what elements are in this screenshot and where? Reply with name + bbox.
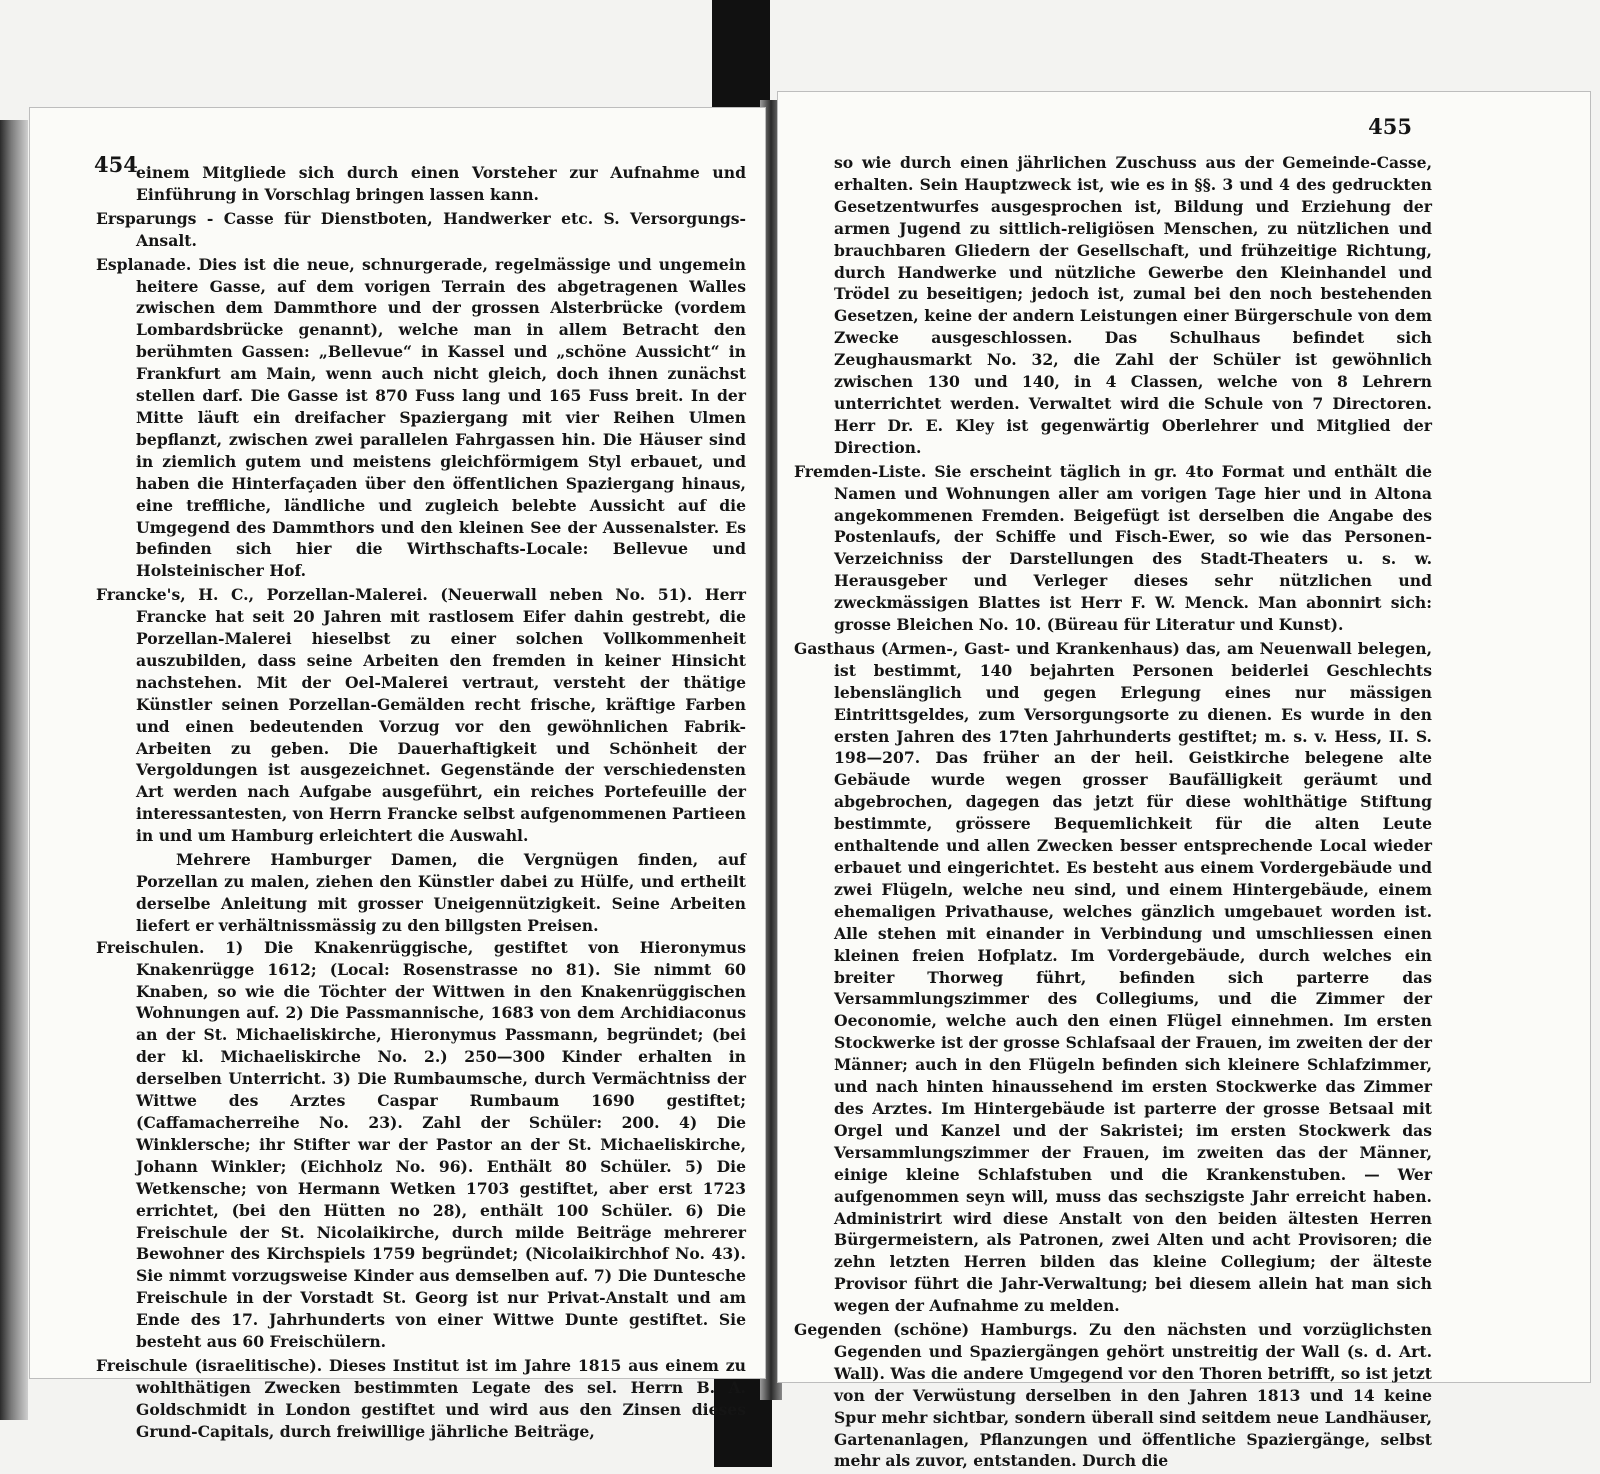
left-page	[30, 108, 765, 1441]
left-page-text	[96, 162, 746, 1445]
entry-ersparungs-casse: Ersparungs - Casse für Dienstboten, Handwerker etc. S. Versorgungs-Ansalt.	[96, 208, 746, 250]
entry-freischule-israelitische: Freischule (israelitische). Dieses Institut ist im Jahre 1815 aus einem zu wohlthätigen Zwecken bestimmten Legate des sel. Herrn B. A. Goldschmidt in London gestiftet und wird aus den Zinsen dieses Grund-Capitals, durch freiwillige jährliche Beiträge,	[96, 1355, 746, 1441]
entry-francke: Francke's, H. C., Porzellan-Malerei. (Neuerwall neben No. 51). Herr Francke hat seit 20 Jahren mit rastlosem Eifer dahin gestrebt, die Porzellan-Malerei hieselbst zu einer solchen Vollkommenheit auszubilden, dass seine Arbeiten den fremden in keiner Hinsicht nachstehen. Mit der Oel-Malerei vertraut, versteht der thätige Künstler seinen Porzellan-Gemälden recht frische, kräftige Farben und einen bedeutenden Vorzug vor den gewöhnlichen Fabrik-Arbeiten zu geben. Die Dauerhaftigkeit und Schönheit der Vergoldungen ist ausgezeichnet. Gegenstände der verschiedensten Art werden nach Aufgabe ausgeführt, ein reiches Portefeuille der interessantesten, von Herrn Francke selbst aufgenommenen Partieen in und um Hamburg erleichtert die Auswahl.	[96, 585, 746, 846]
entry-esplanade: Esplanade. Dies ist die neue, schnurgerade, regelmässige und ungemein heitere Gasse, auf dem vorigen Terrain des abgetragenen Walles zwischen dem Dammthore und der grossen Alsterbrücke (vordem Lombardsbrücke genannt), welche man in allem Betracht den berühmten Gassen: „Bellevue“ in Kassel und „schöne Aussicht“ in Frankfurt am Main, wenn auch nicht gleich, doch ihnen zunächst stellen darf. Die Gasse ist 870 Fuss lang und 165 Fuss breit. In der Mitte läuft ein dreifacher Spaziergang mit vier Reihen Ulmen bepflanzt, zwischen zwei parallelen Fahrgassen hin. Die Häuser sind in ziemlich gutem und meistens gleichförmigem Styl erbauet, und haben die Hinterfaçaden über den öffentlichen Spaziergang hinaus, eine treffliche, ländliche und zugleich belebte Aussicht auf die Umgegend des Dammthors und den kleinen See der Aussenalster. Es befinden sich hier die Wirthschafts-Locale: Bellevue und Holsteinischer Hof.	[96, 254, 746, 581]
entry-fremden-liste: Fremden-Liste. Sie erscheint täglich in gr. 4to Format und enthält die Namen und Wohnungen aller am vorigen Tage hier und in Altona angekommenen Fremden. Beigefügt ist derselben die Angabe des Postenlaufs, der Schiffe und Fisch-Ewer, so wie das Personen-Verzeichniss der Darstellungen des Stadt-Theaters u. s. w. Herausgeber und Verleger dieses sehr nützlichen und zweckmässigen Blattes ist Herr F. W. Menck. Man abonnirt sich: grosse Bleichen No. 10. (Büreau für Literatur und Kunst).	[794, 461, 1432, 635]
right-page	[778, 92, 1590, 1471]
right-page-text	[794, 152, 1432, 1474]
book-edge-left	[0, 120, 28, 1420]
text-block: einem Mitgliede sich durch einen Vorsteher zur Aufnahme und Einführung in Vorschlag bringen lassen kann.	[136, 163, 746, 204]
entry-gasthaus: Gasthaus (Armen-, Gast- und Krankenhaus) das, am Neuenwall belegen, ist bestimmt, 140 bejahrten Personen beiderlei Geschlechts lebenslänglich und gegen Erlegung eines nur mässigen Eintrittsgeldes, zum Versorgungsorte zu dienen. Es wurde in den ersten Jahren des 17ten Jahrhunderts gestiftet; m. s. v. Hess, II. S. 198—207. Das früher an der heil. Geistkirche belegene alte Gebäude wurde wegen grosser Baufälligkeit geräumt und abgebrochen, dagegen das jetzt für diese wohlthätige Stiftung bestimmte, grössere Bequemlichkeit für die alten Leute enthaltende und allen Zwecken besser entsprechende Local wieder erbauet und eingerichtet. Es besteht aus einem Vordergebäude und zwei Flügeln, welche neu sind, und einem Hintergebäude, einem ehemaligen Privathause, welches gänzlich umgebauet worden ist. Alle stehen mit einander in Verbindung und umschliessen einen kleinen freien Hofplatz. Im Vordergebäude, durch welches ein breiter Thorweg führt, befinden sich parterre das Versammlungszimmer des Collegiums, und die Zimmer der Oeconomie, welche auch den einen Flügel einnehmen. Im ersten Stockwerke ist der grosse Schlafsaal der Frauen, im zweiten der der Männer; auch in den Flügeln befinden sich kleinere Schlafzimmer, und nach hinten hinaussehend im ersten Stockwerke das Zimmer des Arztes. Im Hintergebäude ist parterre der grosse Betsaal mit Orgel und Kanzel und der Sakristei; im ersten Stockwerk das Versammlungszimmer der Frauen, im zweiten das der Männer, einige kleine Schlafstuben und die Krankenstuben. — Wer aufgenommen seyn will, muss das sechszigste Jahr erreicht haben. Administrirt wird diese Anstalt von den beiden ältesten Herren Bürgermeistern, als Patronen, zwei Alten und acht Provisoren; die zehn letzten Herren bilden das kleine Collegium; der älteste Provisor führt die Jahr-Verwaltung; bei diesem allein hat man sich wegen der Aufnahme zu melden.	[794, 638, 1432, 1316]
right-page-number: 455	[1368, 114, 1412, 139]
left-page-number: 454	[94, 152, 138, 177]
entry-freischulen: Freischulen. 1) Die Knakenrüggische, gestiftet von Hieronymus Knakenrügge 1612; (Local: Rosenstrasse no 81). Sie nimmt 60 Knaben, so wie die Töchter der Wittwen in den Knakenrüggischen Wohnungen auf. 2) Die Passmannische, 1683 von dem Archidiaconus an der St. Michaeliskirche, Hieronymus Passmann, begründet; (bei der kl. Michaeliskirche No. 2.) 250—300 Kinder erhalten in derselben Unterricht. 3) Die Rumbaumsche, durch Vermächtniss der Wittwe des Arztes Caspar Rumbaum 1690 gestiftet; (Caffamacherreihe No. 23). Zahl der Schüler: 200. 4) Die Winklersche; ihr Stifter war der Pastor an der St. Michaeliskirche, Johann Winkler; (Eichholz No. 96). Enthält 80 Schüler. 5) Die Wetkensche; von Hermann Wetken 1703 gestiftet, aber erst 1723 errichtet, (bei den Hütten no 28), enthält 100 Schüler. 6) Die Freischule der St. Nicolaikirche, durch milde Beiträge mehrerer Bewohner des Kirchspiels 1759 begründet; (Nicolaikirchhof No. 43). Sie nimmt vorzugsweise Kinder aus demselben auf. 7) Die Duntesche Freischule in der Vorstadt St. Georg ist nur Privat-Anstalt und am Ende des 17. Jahrhunderts von einer Wittwe Dunte gestiftet. Sie besteht aus 60 Freischülern.	[96, 937, 746, 1352]
entry-gegenden: Gegenden (schöne) Hamburgs. Zu den nächsten und vorzüglichsten Gegenden und Spaziergängen gehört unstreitig der Wall (s. d. Art. Wall). Was die andere Umgegend vor den Thoren betrifft, so ist jetzt von der Verwüstung derselben in den Jahren 1813 und 14 keine Spur mehr sichtbar, sondern überall sind seitdem neue Landhäuser, Gartenanlagen, Pflanzungen und öffentliche Spaziergänge, selbst mehr als zuvor, entstanden. Durch die	[794, 1320, 1432, 1471]
text-block: Mehrere Hamburger Damen, die Vergnügen finden, auf Porzellan zu malen, ziehen den Künstler dabei zu Hülfe, und ertheilt derselbe Anleitung mit grosser Uneigennützigkeit. Seine Arbeiten liefert er verhältnissmässig zu den billgsten Preisen.	[136, 850, 746, 935]
text-block: so wie durch einen jährlichen Zuschuss aus der Gemeinde-Casse, erhalten. Sein Hauptzweck ist, wie es in §§. 3 und 4 des gedruckten Gesetzentwurfes ausgesprochen ist, Bildung und Erziehung der armen Jugend zu sittlich-religiösen Menschen, zu nützlichen und brauchbaren Gliedern der Gesellschaft, und frühzeitige Richtung, durch Handwerke und nützliche Gewerbe den Kleinhandel und Trödel zu beseitigen; jedoch ist, zumal bei den noch bestehenden Gesetzen, keine der andern Leistungen einer Bürgerschule von dem Zwecke ausgeschlossen. Das Schulhaus befindet sich Zeughausmarkt No. 32, die Zahl der Schüler ist gewöhnlich zwischen 130 und 140, in 4 Classen, welche von 8 Lehrern unterrichtet werden. Verwaltet wird die Schule von 7 Directoren. Herr Dr. E. Kley ist gegenwärtig Oberlehrer und Mitglied der Direction.	[834, 153, 1432, 457]
